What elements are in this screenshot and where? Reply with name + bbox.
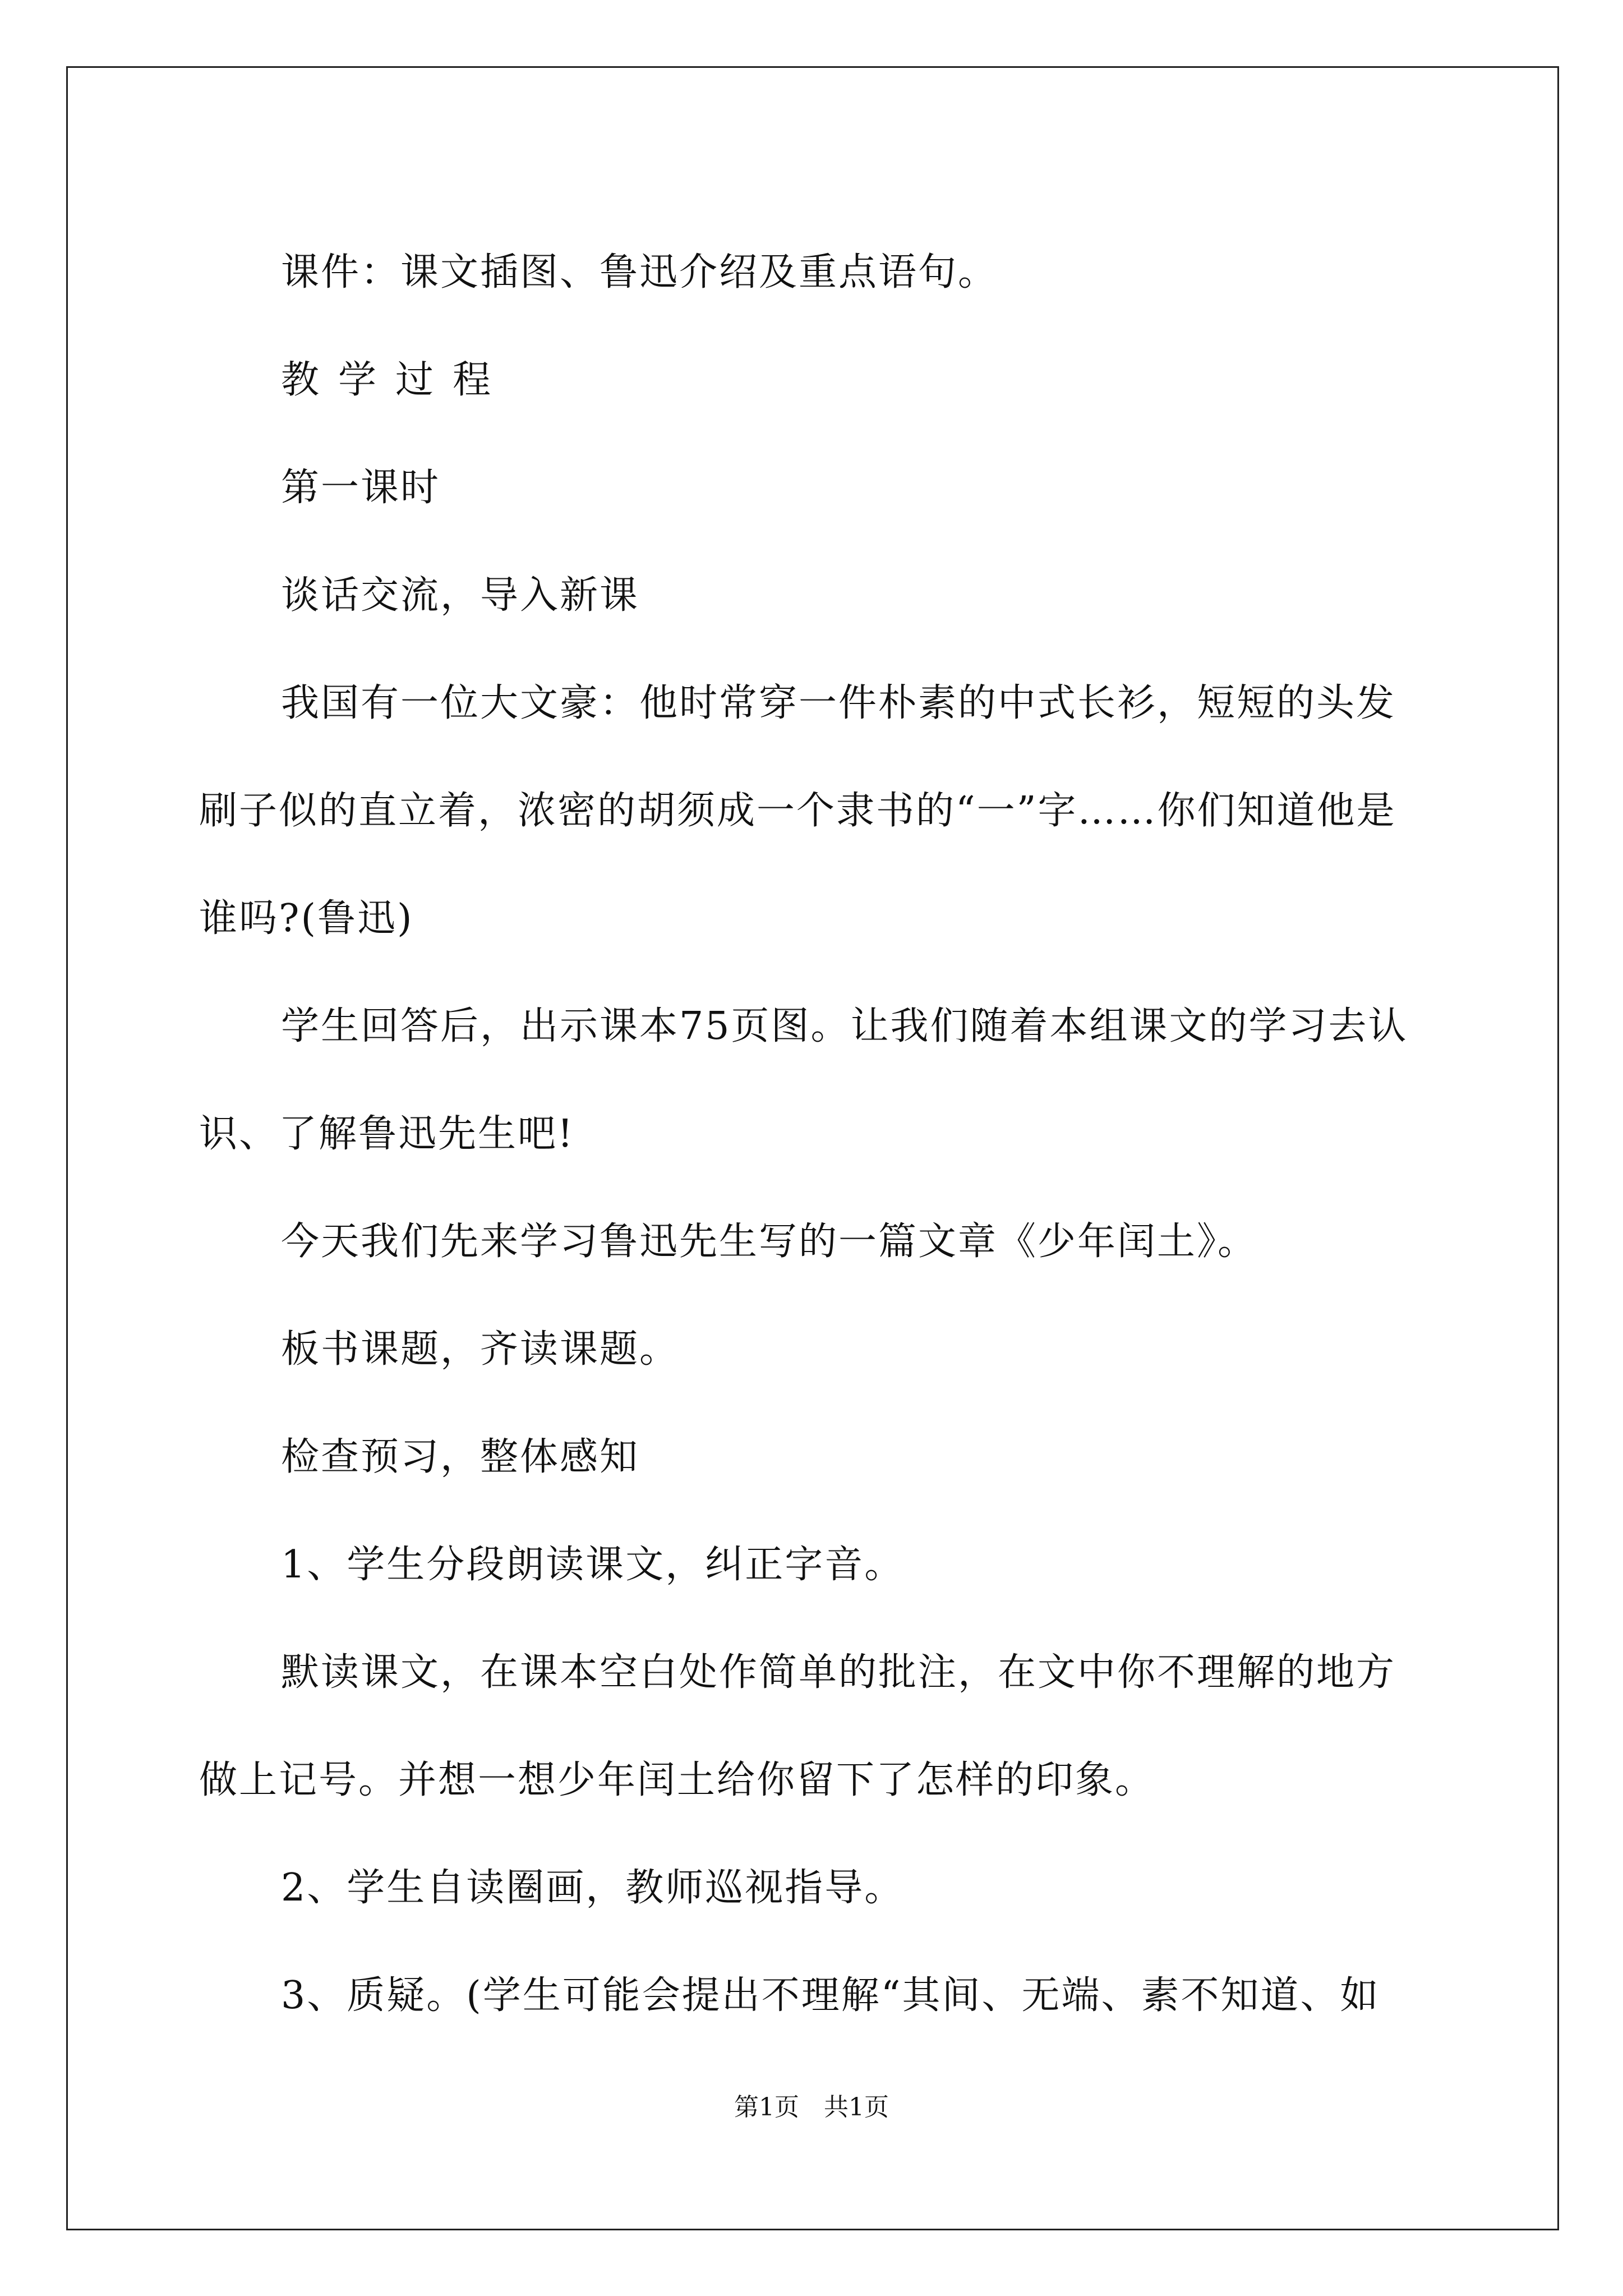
page-number-footer: 第1页 共1页 bbox=[734, 2093, 889, 2122]
paragraph-lu-xun-description: 我国有一位大文豪：他时常穿一件朴素的中式长衫，短短的头发刷子似的直立着，浓密的胡须成一个隶书的“一”字……你们知道他是谁吗?(鲁迅) bbox=[199, 681, 1396, 941]
paragraph-step-3: 3、质疑。(学生可能会提出不理解“其间、无端、素不知道、如 bbox=[281, 1973, 1380, 2018]
paragraph-teaching-process-heading: 教学过程 bbox=[281, 358, 510, 402]
paragraph-step-2: 2、学生自读圈画，教师巡视指导。 bbox=[281, 1866, 905, 1910]
paragraph-first-lesson-heading: 第一课时 bbox=[281, 466, 441, 510]
paragraph-step-1: 1、学生分段朗读课文，纠正字音。 bbox=[281, 1543, 905, 1587]
paragraph-today-lesson: 今天我们先来学习鲁迅先生写的一篇文章《少年闰土》。 bbox=[281, 1220, 1258, 1264]
paragraph-student-answer: 学生回答后，出示课本75页图。让我们随着本组课文的学习去认识、了解鲁迅先生吧! bbox=[199, 1004, 1408, 1156]
paragraph-courseware: 课件：课文插图、鲁迅介绍及重点语句。 bbox=[281, 250, 998, 295]
document-body bbox=[199, 219, 1427, 2050]
paragraph-intro-heading: 谈话交流，导入新课 bbox=[281, 573, 640, 618]
paragraph-silent-reading: 默读课文，在课本空白处作简单的批注，在文中你不理解的地方做上记号。并想一想少年闰土给你留下了怎样的印象。 bbox=[199, 1650, 1396, 1802]
paragraph-board-title: 板书课题，齐读课题。 bbox=[281, 1327, 680, 1372]
paragraph-preview-heading: 检查预习，整体感知 bbox=[281, 1435, 640, 1479]
